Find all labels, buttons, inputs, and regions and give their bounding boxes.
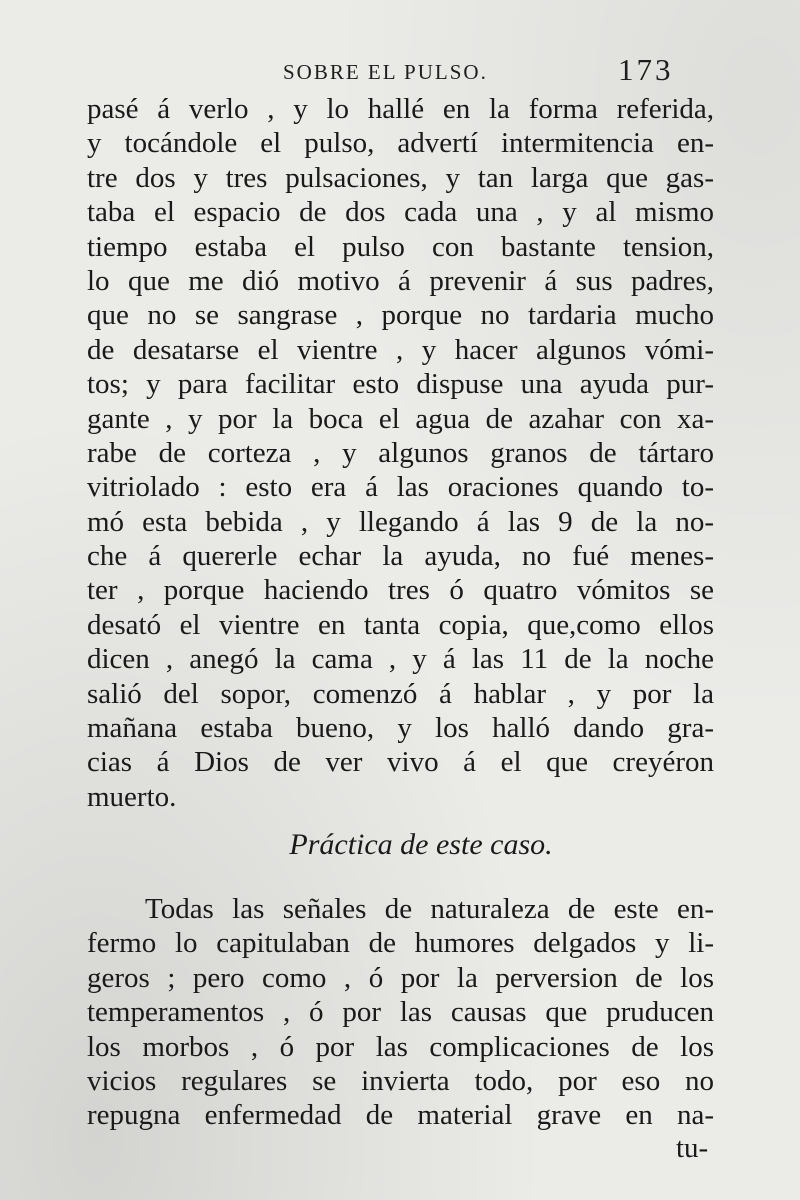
text-line: tiempo estaba el pulso con bastante tension,	[87, 230, 714, 263]
text-line: mó esta bebida , y llegando á las 9 de la no-	[87, 505, 714, 538]
text-line: lo que me dió motivo á prevenir á sus padres,	[87, 264, 714, 297]
text-line: que no se sangrase , porque no tardaria mucho	[87, 299, 714, 332]
text-line: taba el espacio de dos cada una , y al mismo	[87, 196, 714, 229]
paragraph-2	[87, 892, 714, 1133]
text-line: los morbos , ó por las complicaciones de los	[87, 1030, 714, 1063]
text-line: rabe de corteza , y algunos granos de tártaro	[87, 436, 714, 469]
text-line: temperamentos , ó por las causas que pruducen	[87, 996, 714, 1029]
text-line: gante , y por la boca el agua de azahar con xa-	[87, 402, 714, 435]
page-number: 173	[618, 52, 674, 87]
text-line: salió del sopor, comenzó á hablar , y por la	[87, 677, 714, 710]
text-line: tre dos y tres pulsaciones, y tan larga que gas-	[87, 161, 714, 194]
text-line: tos; y para facilitar esto dispuse una ayuda pur-	[87, 368, 714, 401]
page-header	[0, 50, 800, 90]
text-line: cias á Dios de ver vivo á el que creyéron	[87, 746, 714, 779]
text-line: repugna enfermedad de material grave en na-	[87, 1099, 714, 1132]
paragraph-1	[87, 92, 714, 814]
text-line: vitriolado : esto era á las oraciones quando to-	[87, 471, 714, 504]
text-line: che á quererle echar la ayuda, no fué menes-	[87, 540, 714, 573]
text-line: de desatarse el vientre , y hacer algunos vómi-	[87, 333, 714, 366]
text-line: ter , porque haciendo tres ó quatro vómitos se	[87, 574, 714, 607]
text-line: Todas las señales de naturaleza de este en-	[145, 893, 714, 925]
text-line: desató el vientre en tanta copia, que,como ellos	[87, 608, 714, 641]
text-line: dicen , anegó la cama , y á las 11 de la noche	[87, 643, 714, 676]
catchword: tu-	[676, 1132, 709, 1164]
text-line: y tocándole el pulso, advertí intermitencia en-	[87, 127, 714, 160]
text-line: pasé á verlo , y lo hallé en la forma referida,	[87, 93, 714, 125]
text-line: muerto.	[87, 780, 177, 813]
section-heading: Práctica de este caso.	[289, 828, 553, 861]
text-line: vicios regulares se invierta todo, por eso no	[87, 1064, 714, 1097]
text-line: fermo lo capitulaban de humores delgados y li-	[87, 927, 714, 960]
text-line: geros ; pero como , ó por la perversion de los	[87, 961, 714, 994]
running-head: SOBRE EL PULSO.	[283, 60, 488, 84]
text-line: mañana estaba bueno, y los halló dando gra-	[87, 712, 714, 745]
